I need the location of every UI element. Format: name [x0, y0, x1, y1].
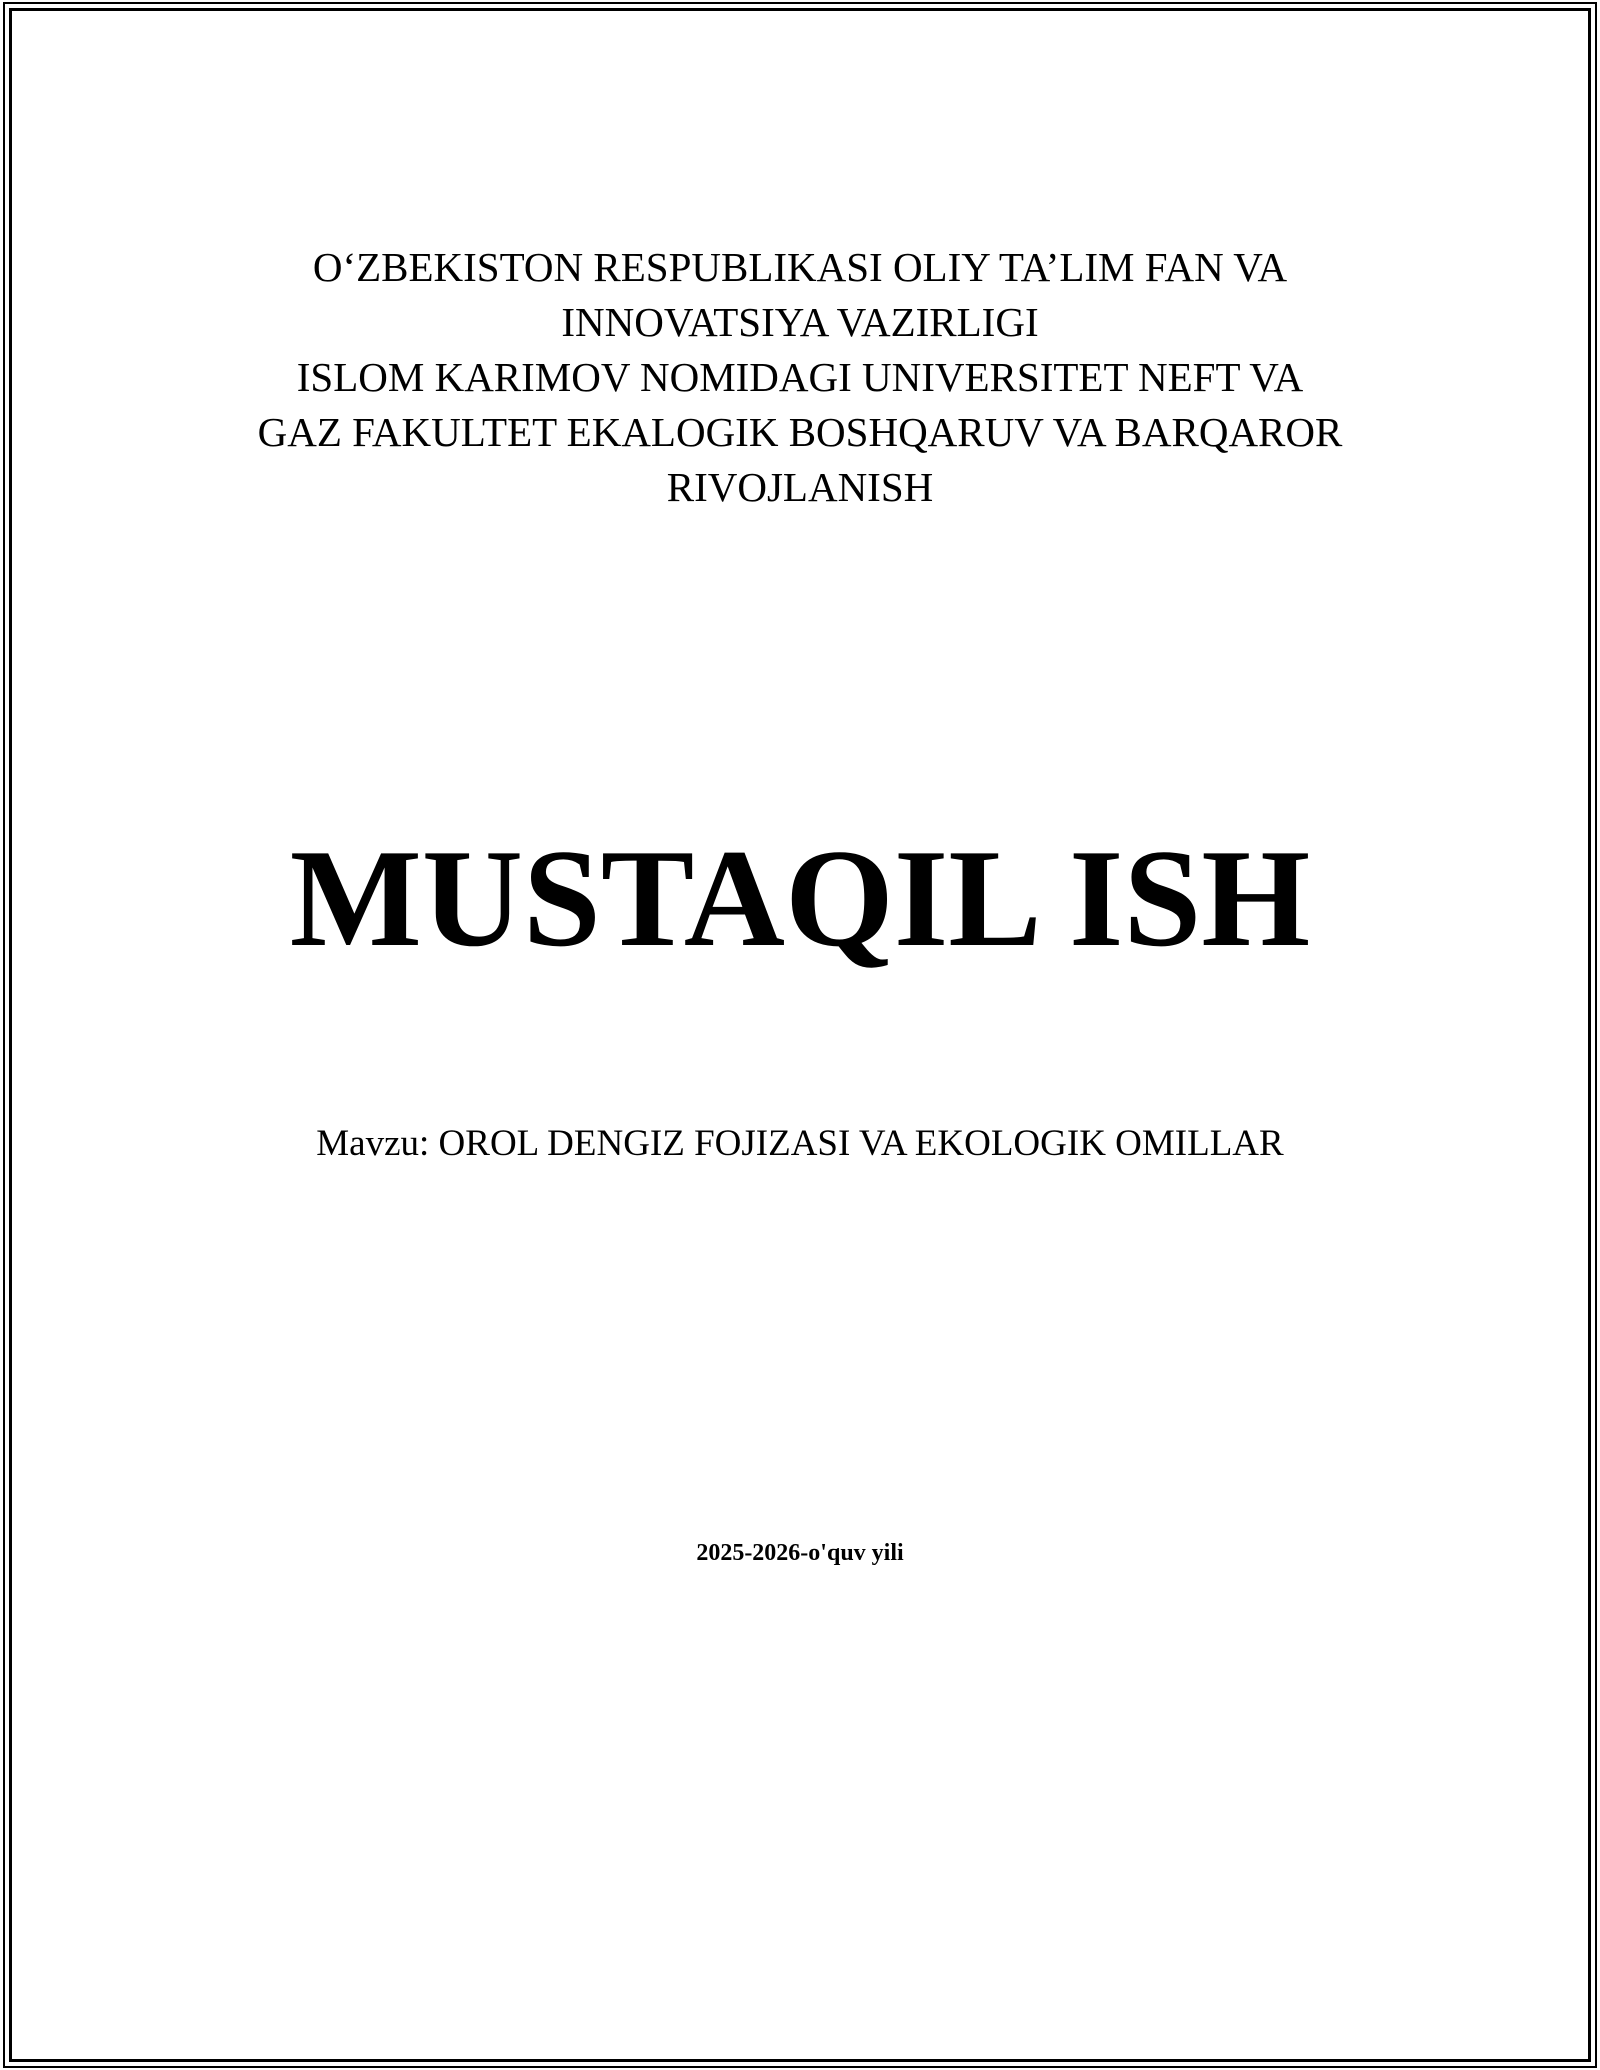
- header-line-1: O‘ZBEKISTON RESPUBLIKASI OLIY TA’LIM FAN VA: [312, 244, 1288, 290]
- academic-year: 2025-2026-o'quv yili: [696, 1540, 904, 1566]
- document-title: MUSTAQIL ISH: [289, 821, 1311, 976]
- header-line-3: ISLOM KARIMOV NOMIDAGI UNIVERSITET NEFT VA: [296, 354, 1304, 400]
- ministry-header: [121, 240, 1479, 515]
- page-content: [11, 11, 1589, 2059]
- topic-line: Mavzu: OROL DENGIZ FOJIZASI VA EKOLOGIK OMILLAR: [316, 1123, 1284, 1164]
- header-line-4: GAZ FAKULTET EKALOGIK BOSHQARUV VA BARQAROR: [257, 409, 1343, 455]
- header-line-2: INNOVATSIYA VAZIRLIGI: [561, 299, 1039, 345]
- header-line-5: RIVOJLANISH: [666, 464, 934, 510]
